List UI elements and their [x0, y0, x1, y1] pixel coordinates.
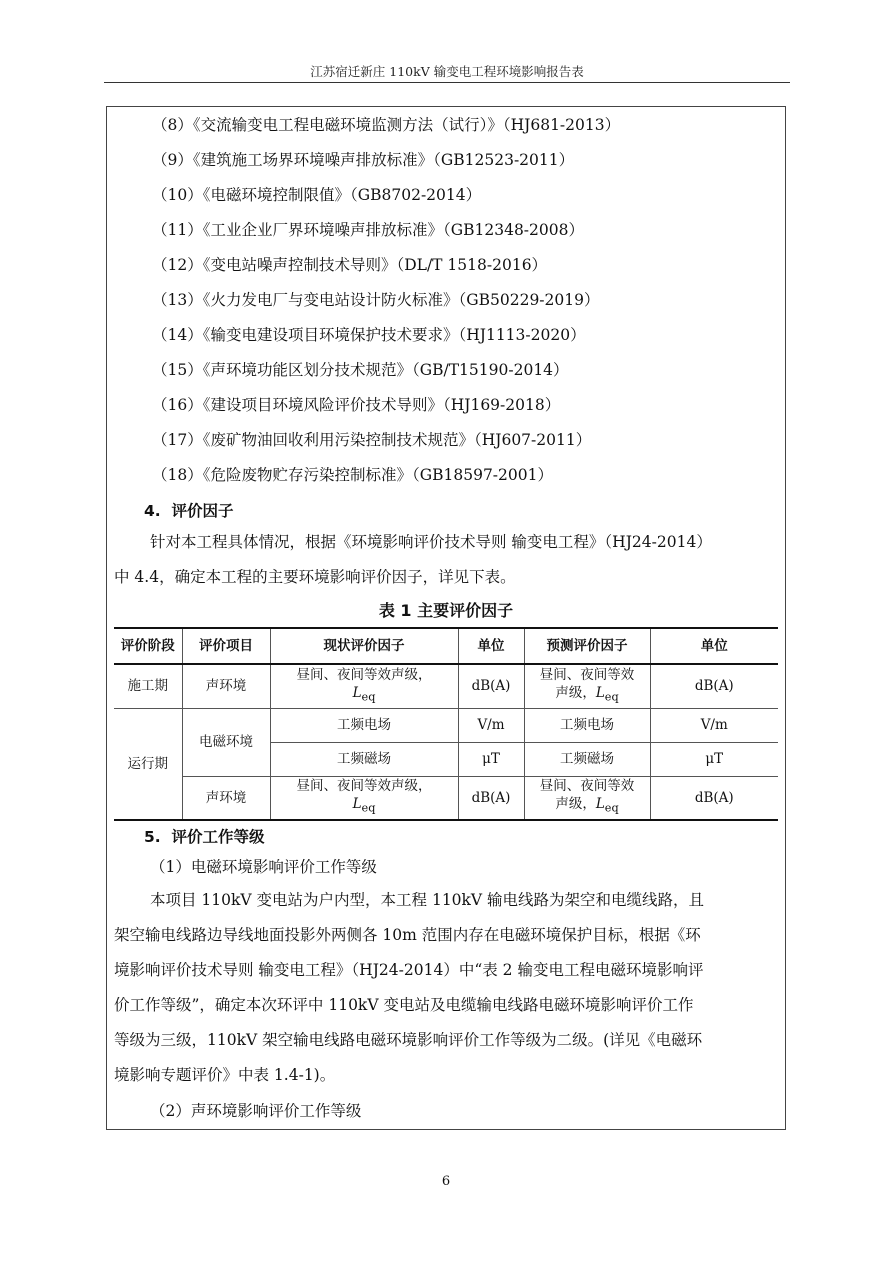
unit-cell: μT: [458, 742, 524, 776]
reference-item: （12）《变电站噪声控制技术导则》（DL/T 1518-2016）: [152, 256, 548, 274]
header-current-factor: 现状评价因子: [270, 628, 458, 664]
item-cell: 声环境: [182, 776, 270, 820]
predict-factor-cell: 工频磁场: [524, 742, 650, 776]
section-5-heading: 5. 评价工作等级: [144, 828, 265, 846]
leq-subscript: eq: [604, 802, 619, 816]
reference-item: （8）《交流输变电工程电磁环境监测方法（试行）》（HJ681-2013）: [152, 116, 621, 134]
stage-cell: 运行期: [114, 708, 182, 820]
unit-cell: dB(A): [458, 776, 524, 820]
factor-text: 昼间、夜间等效声级，: [296, 778, 432, 795]
leq-subscript: eq: [604, 690, 619, 704]
factor-text: 昼间、夜间等效声级，: [296, 666, 432, 683]
stage-cell: 施工期: [114, 664, 182, 708]
leq-symbol: L: [352, 684, 362, 701]
reference-list: [152, 114, 620, 499]
current-factor-cell: [270, 664, 458, 708]
header-stage: 评价阶段: [114, 628, 182, 664]
table-row: [114, 776, 778, 820]
reference-item: （15）《声环境功能区划分技术规范》（GB/T15190-2014）: [152, 361, 569, 379]
header-unit: 单位: [458, 628, 524, 664]
leq-symbol: L: [595, 796, 605, 813]
leq-symbol: L: [595, 684, 605, 701]
header-unit: 单位: [650, 628, 778, 664]
factor-text-part1: 昼间、夜间等效: [539, 778, 635, 795]
paragraph-line: 架空输电线路边导线地面投影外两侧各 10m 范围内存在电磁环境保护目标，根据《环: [114, 926, 701, 944]
reference-item: （13）《火力发电厂与变电站设计防火标准》（GB50229-2019）: [152, 291, 600, 309]
predict-factor-cell: 工频电场: [524, 708, 650, 742]
table-row: [114, 664, 778, 708]
page-number: 6: [441, 1174, 451, 1189]
section-4-paragraph-line: 中 4.4，确定本工程的主要环境影响评价因子，详见下表。: [114, 568, 516, 586]
header-item: 评价项目: [182, 628, 270, 664]
paragraph-line: 等级为三级，110kV 架空输电线路电磁环境影响评价工作等级为二级。(详见《电磁环: [114, 1031, 703, 1049]
predict-factor-cell: [524, 776, 650, 820]
section-5-subheading: （2）声环境影响评价工作等级: [150, 1102, 362, 1120]
paragraph-line: 境影响评价技术导则 输变电工程》（HJ24-2014）中“表 2 输变电工程电磁环境影响评: [114, 961, 704, 979]
leq-subscript: eq: [361, 690, 376, 704]
item-cell: 声环境: [182, 664, 270, 708]
reference-item: （17）《废矿物油回收利用污染控制技术规范》（HJ607-2011）: [152, 431, 592, 449]
paragraph-line: 境影响专题评价》中表 1.4-1)。: [114, 1066, 336, 1084]
current-factor-cell: [270, 776, 458, 820]
unit-cell: V/m: [458, 708, 524, 742]
current-factor-cell: 工频电场: [270, 708, 458, 742]
unit-cell: V/m: [650, 708, 778, 742]
table-title: 表 1 主要评价因子: [378, 601, 514, 620]
page-header: 江苏宿迁新庄 110kV 输变电工程环境影响报告表: [310, 64, 584, 79]
reference-item: （10）《电磁环境控制限值》（GB8702-2014）: [152, 186, 482, 204]
section-5-paragraph: [114, 883, 778, 1093]
section-4-heading: 4. 评价因子: [144, 502, 234, 520]
paragraph-line: 本项目 110kV 变电站为户内型，本工程 110kV 输电线路为架空和电缆线路，且: [150, 891, 705, 909]
header-rule: [104, 82, 790, 83]
evaluation-factors-table: [114, 627, 778, 821]
leq-symbol: L: [352, 796, 362, 813]
reference-item: （16）《建设项目环境风险评价技术导则》（HJ169-2018）: [152, 396, 561, 414]
factor-text-part2: 声级，: [555, 684, 596, 701]
item-cell: 电磁环境: [182, 708, 270, 776]
section-4-paragraph-line: 针对本工程具体情况，根据《环境影响评价技术导则 输变电工程》（HJ24-2014）: [150, 533, 712, 551]
reference-item: （18）《危险废物贮存污染控制标准》（GB18597-2001）: [152, 466, 553, 484]
factor-text-part2: 声级，: [555, 796, 596, 813]
predict-factor-cell: [524, 664, 650, 708]
unit-cell: dB(A): [458, 664, 524, 708]
section-5-subheading: （1）电磁环境影响评价工作等级: [150, 858, 377, 876]
table-header-row: [114, 628, 778, 664]
reference-item: （9）《建筑施工场界环境噪声排放标准》（GB12523-2011）: [152, 151, 575, 169]
table-row: [114, 708, 778, 742]
unit-cell: dB(A): [650, 776, 778, 820]
current-factor-cell: 工频磁场: [270, 742, 458, 776]
leq-subscript: eq: [361, 802, 376, 816]
header-predict-factor: 预测评价因子: [524, 628, 650, 664]
unit-cell: dB(A): [650, 664, 778, 708]
factor-text-part1: 昼间、夜间等效: [539, 666, 635, 683]
paragraph-line: 价工作等级”，确定本次环评中 110kV 变电站及电缆输电线路电磁环境影响评价工作: [114, 996, 694, 1014]
reference-item: （14）《输变电建设项目环境保护技术要求》（HJ1113-2020）: [152, 326, 586, 344]
reference-item: （11）《工业企业厂界环境噪声排放标准》（GB12348-2008）: [152, 221, 584, 239]
unit-cell: μT: [650, 742, 778, 776]
